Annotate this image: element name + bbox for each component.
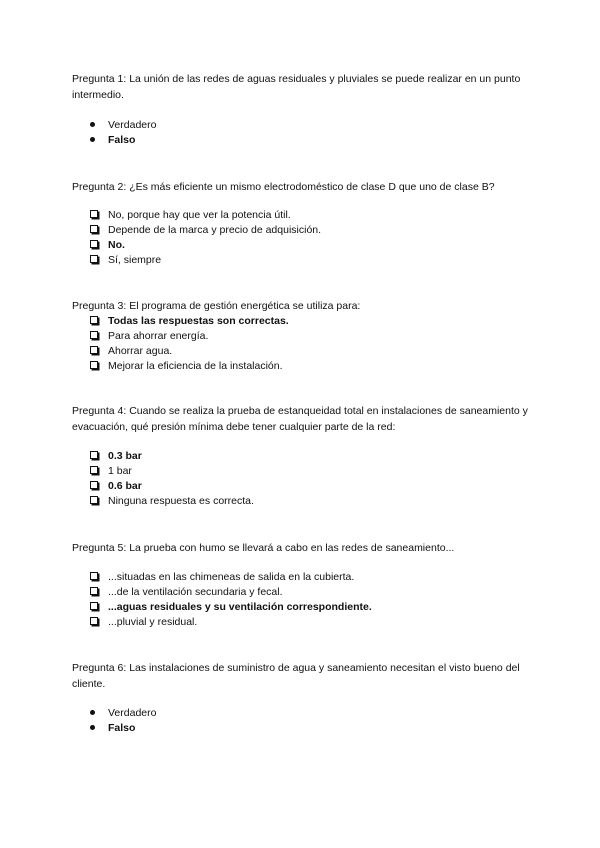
- option-label: Depende de la marca y precio de adquisición.: [108, 224, 322, 236]
- checkbox-icon: [90, 329, 102, 344]
- option-box-item: [90, 359, 289, 374]
- option-label: Falso: [108, 722, 136, 734]
- option-box-item-selected: [90, 600, 372, 615]
- question-6-text: Pregunta 6: Las instalaciones de suministro de agua y saneamiento necesitan el visto bueno del cliente.: [72, 662, 520, 690]
- option-box-item: [90, 570, 372, 585]
- option-label: Verdadero: [108, 119, 157, 131]
- checkbox-icon: [90, 359, 102, 374]
- option-box-item-selected: [90, 449, 254, 464]
- option-label: ...pluvial y residual.: [108, 616, 198, 628]
- option-label: ...aguas residuales y su ventilación correspondiente.: [108, 601, 372, 613]
- checkbox-icon: [90, 464, 102, 479]
- question-2-text: Pregunta 2: ¿Es más eficiente un mismo electrodoméstico de clase D que uno de clase B?: [72, 181, 495, 193]
- option-label: Sí, siempre: [108, 254, 162, 266]
- checkbox-icon: [90, 344, 102, 359]
- option-bullet-item-selected: [90, 721, 156, 736]
- checkbox-icon: [90, 494, 102, 509]
- option-label: Todas las respuestas son correctas.: [108, 315, 289, 327]
- checkbox-icon: [90, 253, 102, 268]
- question-1-options: [90, 118, 156, 148]
- option-label: No, porque hay que ver la potencia útil.: [108, 209, 291, 221]
- option-label: Para ahorrar energía.: [108, 330, 209, 342]
- option-label: Verdadero: [108, 707, 157, 719]
- option-box-item-selected: [90, 238, 321, 253]
- option-label: ...de la ventilación secundaria y fecal.: [108, 586, 283, 598]
- question-3-text: Pregunta 3: El programa de gestión energética se utiliza para:: [72, 300, 361, 312]
- question-4-text: Pregunta 4: Cuando se realiza la prueba de estanqueidad total en instalaciones de saneamiento y evacuación, qué presión mínima debe tener cualquier parte de la red:: [72, 405, 528, 433]
- option-label: 0.6 bar: [108, 480, 142, 492]
- option-box-item: [90, 585, 372, 600]
- option-bullet-item: [90, 706, 156, 721]
- question-1-text: Pregunta 1: La unión de las redes de aguas residuales y pluviales se puede realizar en un punto intermedio.: [72, 73, 521, 101]
- option-label: Falso: [108, 134, 136, 146]
- option-bullet-item: [90, 118, 156, 133]
- bullet-icon: [90, 706, 102, 721]
- option-box-item: [90, 615, 372, 630]
- checkbox-icon: [90, 238, 102, 253]
- option-box-item-selected: [90, 479, 254, 494]
- option-label: Ahorrar agua.: [108, 345, 173, 357]
- question-6-options: [90, 706, 156, 736]
- checkbox-icon: [90, 479, 102, 494]
- question-5-options: [90, 570, 372, 630]
- bullet-icon: [90, 118, 102, 133]
- option-box-item-selected: [90, 314, 289, 329]
- checkbox-icon: [90, 314, 102, 329]
- checkbox-icon: [90, 449, 102, 464]
- checkbox-icon: [90, 570, 102, 585]
- question-5-text: Pregunta 5: La prueba con humo se llevará a cabo en las redes de saneamiento...: [72, 542, 455, 554]
- checkbox-icon: [90, 615, 102, 630]
- bullet-icon: [90, 721, 102, 736]
- checkbox-icon: [90, 223, 102, 238]
- option-box-item: [90, 223, 321, 238]
- option-label: Ninguna respuesta es correcta.: [108, 495, 254, 507]
- option-label: No.: [108, 239, 125, 251]
- option-label: ...situadas en las chimeneas de salida en la cubierta.: [108, 571, 355, 583]
- checkbox-icon: [90, 585, 102, 600]
- question-4-options: [90, 449, 254, 509]
- option-label: 1 bar: [108, 465, 132, 477]
- bullet-icon: [90, 133, 102, 148]
- option-box-item: [90, 464, 254, 479]
- question-3-options: [90, 314, 289, 374]
- option-label: 0.3 bar: [108, 450, 142, 462]
- option-bullet-item-selected: [90, 133, 156, 148]
- option-box-item: [90, 344, 289, 359]
- checkbox-icon: [90, 208, 102, 223]
- question-2-options: [90, 208, 321, 268]
- option-box-item: [90, 253, 321, 268]
- option-label: Mejorar la eficiencia de la instalación.: [108, 360, 283, 372]
- option-box-item: [90, 208, 321, 223]
- option-box-item: [90, 329, 289, 344]
- option-box-item: [90, 494, 254, 509]
- checkbox-icon: [90, 600, 102, 615]
